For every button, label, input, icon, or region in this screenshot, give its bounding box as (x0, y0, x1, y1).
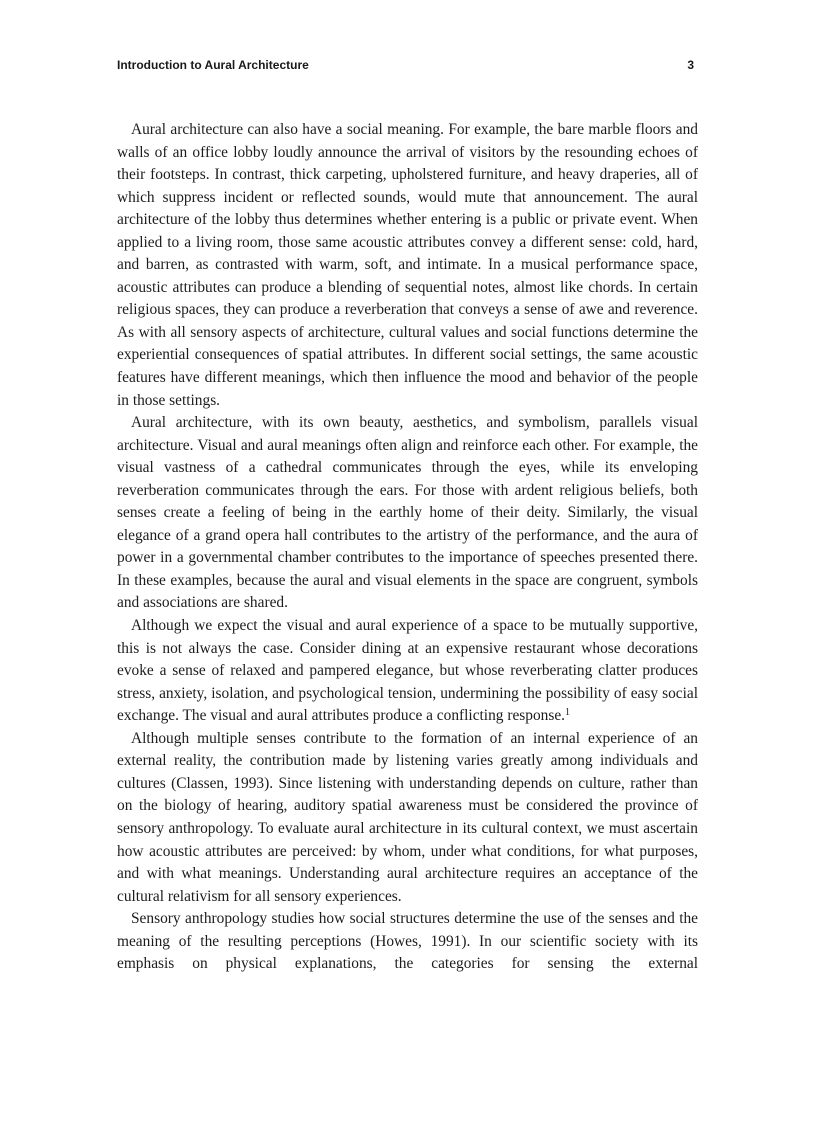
paragraph-1 (117, 119, 698, 412)
paragraph-4-text: Although multiple senses contribute to the formation of an internal experience of an external reality, the contribution made by listening varies greatly among individuals and cultures (Classen, 1993). Since listening with understanding depends on culture, rather than on the biology of hearing, auditory spatial awareness must be considered the province of sensory anthropology. To evaluate aural architecture in its cultural context, we must ascertain how acoustic attributes are perceived: by whom, under what conditions, for what purposes, and with what meanings. Understanding aural architecture requires an acceptance of the cultural relativism for all sensory experiences. (117, 729, 698, 905)
running-head (117, 58, 697, 76)
body-text (117, 119, 698, 976)
endnote-reference[interactable]: 1 (565, 707, 571, 719)
paragraph-2-text: Aural architecture, with its own beauty, aesthetics, and symbolism, parallels visual architecture. Visual and aural meanings often align and reinforce each other. For example, the visual vastness of a cathedral communicates through the eyes, while its enveloping reverberation communicates through the ears. For those with ardent religious beliefs, both senses create a feeling of being in the earthly home of their deity. Similarly, the visual elegance of a grand opera hall contributes to the artistry of the performance, and the aura of power in a governmental chamber contributes to the importance of speeches presented there. In these examples, because the aural and visual elements in the space are congruent, symbols and associations are shared. (117, 414, 698, 612)
paragraph-3-text: Although we expect the visual and aural experience of a space to be mutually supportive, this is not always the case. Consider dining at an expensive restaurant whose decorations evoke a sense of relaxed and pampered elegance, but whose reverberating clatter produces stress, anxiety, isolation, and psychological tension, undermining the possibility of easy social exchange. The visual and aural attributes produce a conflicting response. (117, 617, 698, 725)
paragraph-2 (117, 412, 698, 615)
paragraph-5-text: Sensory anthropology studies how social structures determine the use of the senses and the meaning of the resulting perceptions (Howes, 1991). In our scientific society with its emphasis on physical explanations, the categories for sensing the external (117, 910, 698, 973)
paragraph-5 (117, 908, 698, 976)
page-number: 3 (687, 58, 694, 72)
paragraph-1-text: Aural architecture can also have a social meaning. For example, the bare marble floors and walls of an office lobby loudly announce the arrival of visitors by the resounding echoes of their footsteps. In contrast, thick carpeting, upholstered furniture, and heavy draperies, all of which suppress incident or reflected sounds, would mute that announcement. The aural architecture of the lobby thus determines whether entering is a public or private event. When applied to a living room, those same acoustic attributes convey a different sense: cold, hard, and barren, as contrasted with warm, soft, and intimate. In a musical performance space, acoustic attributes can produce a blending of sequential notes, almost like chords. In certain religious spaces, they can produce a reverberation that conveys a sense of awe and reverence. As with all sensory aspects of architecture, cultural values and social functions determine the experiential consequences of spatial attributes. In different social settings, the same acoustic features have different meanings, which then influence the mood and behavior of the people in those settings. (117, 121, 698, 409)
paragraph-4 (117, 728, 698, 908)
running-title: Introduction to Aural Architecture (117, 58, 309, 72)
paragraph-3 (117, 615, 698, 728)
